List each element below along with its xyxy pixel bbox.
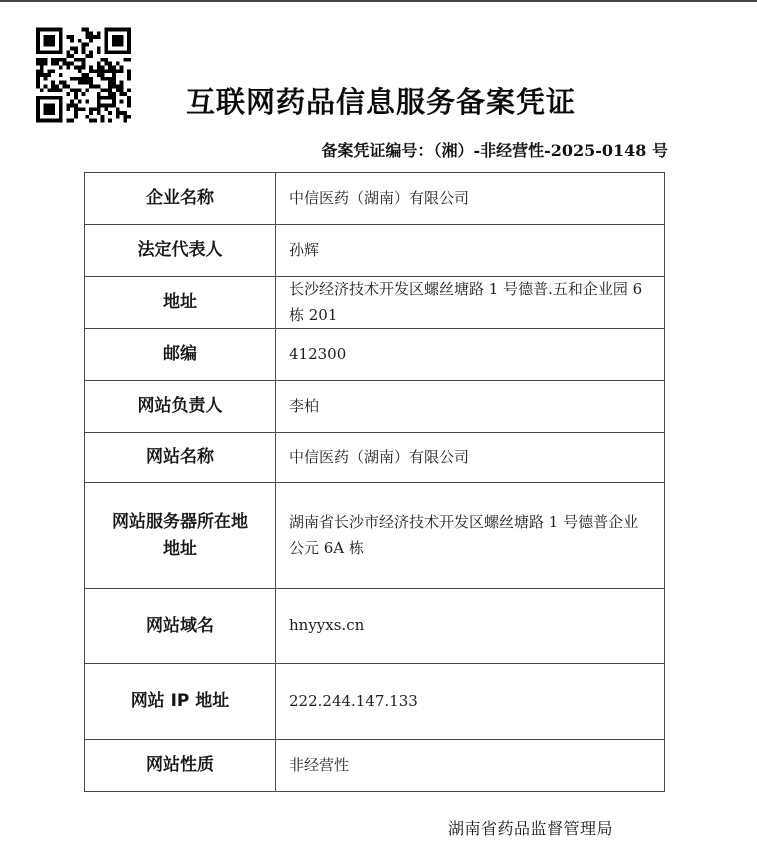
certificate-table [84,172,665,792]
field-label: 邮编 [85,329,276,381]
field-value: 孙辉 [276,225,665,277]
field-label: 网站域名 [85,589,276,664]
table-row [85,483,665,589]
field-value: hnyyxs.cn [276,589,665,664]
table-row [85,329,665,381]
issuer-name: 湖南省药品监督管理局 [447,819,613,838]
certificate-number [84,140,668,161]
field-label: 网站服务器所在地地址 [85,483,276,589]
field-label: 网站名称 [85,433,276,483]
table-row [85,381,665,433]
field-value: 湖南省长沙市经济技术开发区螺丝塘路 1 号德普企业公元 6A 栋 [276,483,665,589]
page-title: 互联网药品信息服务备案凭证 [186,85,577,119]
table-row [85,173,665,225]
field-label: 网站性质 [85,740,276,792]
table-row [85,433,665,483]
field-label: 法定代表人 [85,225,276,277]
certificate-number-label: 备案凭证编号： [321,141,434,160]
field-value: 中信医药（湖南）有限公司 [276,173,665,225]
table-row [85,589,665,664]
field-value: 李柏 [276,381,665,433]
table-row [85,664,665,740]
field-value: 长沙经济技术开发区螺丝塘路 1 号德普.五和企业园 6 栋 201 [276,277,665,329]
field-value: 非经营性 [276,740,665,792]
qr-code-icon [36,27,131,123]
field-label: 地址 [85,277,276,329]
certificate-number-value: （湘）-非经营性-2025-0148 号 [433,141,668,160]
field-label: 网站 IP 地址 [85,664,276,740]
table-row [85,225,665,277]
field-label: 网站负责人 [85,381,276,433]
table-row [85,740,665,792]
page-top-border [0,0,757,2]
field-value: 412300 [276,329,665,381]
table-row [85,277,665,329]
field-value: 中信医药（湖南）有限公司 [276,433,665,483]
field-label: 企业名称 [85,173,276,225]
field-value: 222.244.147.133 [276,664,665,740]
